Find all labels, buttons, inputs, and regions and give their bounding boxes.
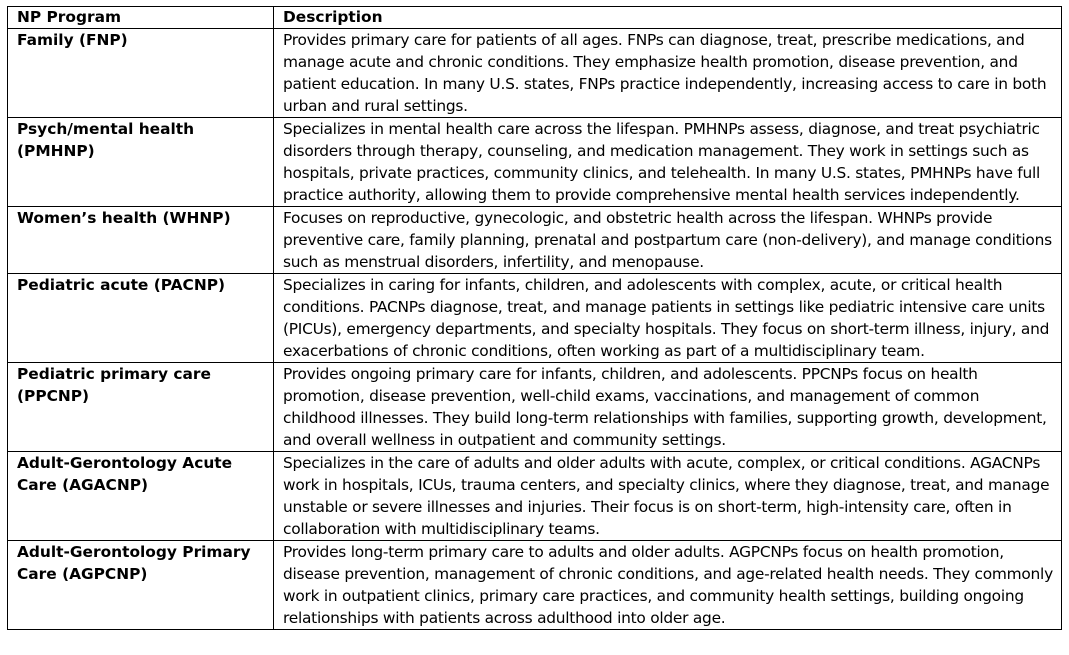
description-cell: Provides long-term primary care to adults and older adults. AGPCNPs focus on health promotion, disease prevention, management of chronic conditions, and age-related health needs. They commonly work in outpatient clinics, primary care practices, and community health settings, building ongoing relationships with patients across adulthood into older age. [274,541,1062,630]
program-cell: Pediatric primary care (PPCNP) [8,363,274,452]
table-row [8,541,1062,630]
table-header [8,7,1062,29]
table-row [8,207,1062,274]
column-header-description: Description [274,7,1062,29]
table-row [8,363,1062,452]
program-cell: Adult-Gerontology Acute Care (AGACNP) [8,452,274,541]
program-cell: Women’s health (WHNP) [8,207,274,274]
program-cell: Psych/mental health (PMHNP) [8,118,274,207]
program-cell: Family (FNP) [8,29,274,118]
table-row [8,29,1062,118]
description-cell: Specializes in the care of adults and older adults with acute, complex, or critical conditions. AGACNPs work in hospitals, ICUs, trauma centers, and specialty clinics, where they diagnose, treat, and manage unstable or severe illnesses and injuries. Their focus is on short-term, high-intensity care, often in collaboration with multidisciplinary teams. [274,452,1062,541]
table-row [8,452,1062,541]
table-row [8,118,1062,207]
description-cell: Provides ongoing primary care for infants, children, and adolescents. PPCNPs focus on health promotion, disease prevention, well-child exams, vaccinations, and management of common childhood illnesses. They build long-term relationships with families, supporting growth, development, and overall wellness in outpatient and community settings. [274,363,1062,452]
description-cell: Focuses on reproductive, gynecologic, and obstetric health across the lifespan. WHNPs provide preventive care, family planning, prenatal and postpartum care (non-delivery), and manage conditions such as menstrual disorders, infertility, and menopause. [274,207,1062,274]
table-body [8,29,1062,630]
np-program-table [7,6,1062,630]
header-row [8,7,1062,29]
table-row [8,274,1062,363]
program-cell: Adult-Gerontology Primary Care (AGPCNP) [8,541,274,630]
description-cell: Specializes in caring for infants, children, and adolescents with complex, acute, or critical health conditions. PACNPs diagnose, treat, and manage patients in settings like pediatric intensive care units (PICUs), emergency departments, and specialty hospitals. They focus on short-term illness, injury, and exacerbations of chronic conditions, often working as part of a multidisciplinary team. [274,274,1062,363]
description-cell: Provides primary care for patients of all ages. FNPs can diagnose, treat, prescribe medications, and manage acute and chronic conditions. They emphasize health promotion, disease prevention, and patient education. In many U.S. states, FNPs practice independently, increasing access to care in both urban and rural settings. [274,29,1062,118]
column-header-program: NP Program [8,7,274,29]
program-cell: Pediatric acute (PACNP) [8,274,274,363]
description-cell: Specializes in mental health care across the lifespan. PMHNPs assess, diagnose, and treat psychiatric disorders through therapy, counseling, and medication management. They work in settings such as hospitals, private practices, community clinics, and telehealth. In many U.S. states, PMHNPs have full practice authority, allowing them to provide comprehensive mental health services independently. [274,118,1062,207]
